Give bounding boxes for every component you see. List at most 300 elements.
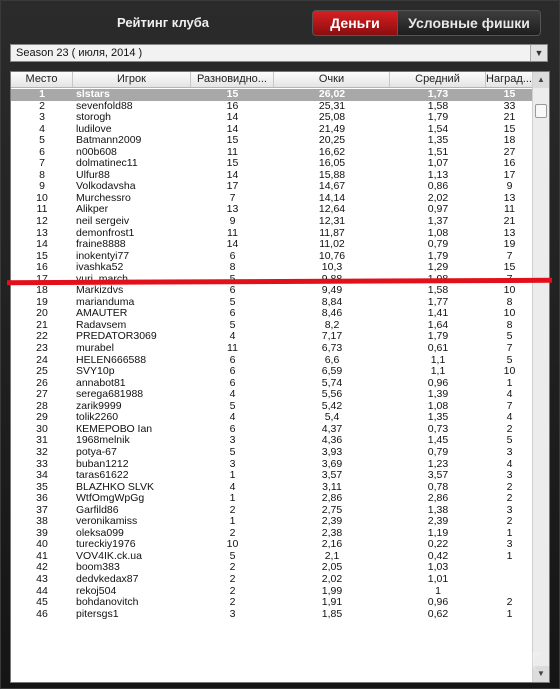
cell-points: 10,3 <box>321 262 343 274</box>
cell-variants: 11 <box>227 146 238 158</box>
table-row[interactable] <box>11 204 533 216</box>
cell-player: Ulfur88 <box>76 169 110 181</box>
cell-player: SVY10p <box>76 366 115 378</box>
cell-variants: 5 <box>229 446 236 458</box>
cell-average: 1,35 <box>427 412 449 424</box>
cell-points: 5,56 <box>321 389 343 401</box>
cell-place: 5 <box>39 135 45 147</box>
arrow-up-icon[interactable]: ▲ <box>533 72 549 88</box>
cell-points: 2,86 <box>321 493 343 505</box>
table-row[interactable] <box>11 505 533 517</box>
cell-place: 35 <box>36 481 48 493</box>
cell-average: 1,79 <box>427 331 449 343</box>
cell-player: Murchessro <box>76 192 131 204</box>
column-header-awards[interactable]: Наград... <box>486 73 532 85</box>
cell-variants: 4 <box>229 481 236 493</box>
cell-awards <box>486 574 533 586</box>
cell-variants: 3 <box>229 435 236 447</box>
cell-awards: 1 <box>506 608 513 620</box>
cell-awards <box>486 562 533 574</box>
cell-player: marianduma <box>76 296 135 308</box>
cell-player: oleksa099 <box>76 527 124 539</box>
table-row[interactable] <box>11 586 533 598</box>
cell-variants: 11 <box>227 227 238 239</box>
cell-average: 3,57 <box>427 470 449 482</box>
cell-player: PREDATOR3069 <box>76 331 157 343</box>
star-watermark-icon <box>509 638 545 674</box>
cell-awards: 4 <box>506 389 513 401</box>
cell-points: 9,49 <box>321 285 343 297</box>
cell-awards: 21 <box>503 112 516 124</box>
cell-variants: 14 <box>226 112 239 124</box>
cell-average: 0,96 <box>427 377 449 389</box>
cell-variants: 2 <box>229 585 236 597</box>
cell-awards: 3 <box>506 504 513 516</box>
cell-points: 2,05 <box>321 562 343 574</box>
table-row[interactable] <box>11 343 533 355</box>
cell-player: zarik9999 <box>76 400 122 412</box>
column-header-player[interactable]: Игрок <box>73 72 191 87</box>
cell-place: 40 <box>36 539 48 551</box>
cell-place: 10 <box>36 192 48 204</box>
cell-variants: 4 <box>229 412 236 424</box>
cell-player: Markizdvs <box>76 285 124 297</box>
cell-average: 1,45 <box>427 435 449 447</box>
table-row[interactable] <box>11 147 533 159</box>
table-row[interactable] <box>11 170 533 182</box>
cell-points: 14,14 <box>318 192 346 204</box>
cell-variants: 5 <box>229 550 236 562</box>
cell-player: rekoj504 <box>76 585 117 597</box>
cell-awards: 17 <box>503 169 516 181</box>
cell-place: 26 <box>36 377 48 389</box>
cell-average: 1,07 <box>427 158 449 170</box>
cell-variants: 5 <box>229 400 236 412</box>
cell-average: 0,79 <box>427 239 449 251</box>
cell-place: 27 <box>36 389 48 401</box>
table-row[interactable] <box>11 228 533 240</box>
cell-variants: 16 <box>226 100 239 112</box>
cell-awards: 16 <box>503 158 516 170</box>
cell-points: 5,42 <box>321 400 343 412</box>
cell-variants: 17 <box>226 181 239 193</box>
cell-average: 0,78 <box>427 481 449 493</box>
cell-average: 1,29 <box>427 262 449 274</box>
table-row[interactable] <box>11 574 533 586</box>
cell-average: 1,08 <box>427 400 449 412</box>
cell-player: dedvkedax87 <box>76 573 139 585</box>
cell-variants: 9 <box>229 216 236 228</box>
cell-average: 0,79 <box>427 446 449 458</box>
cell-place: 28 <box>36 400 48 412</box>
cell-average: 1,13 <box>427 169 449 181</box>
cell-place: 20 <box>36 308 48 320</box>
cell-player: annabot81 <box>76 377 126 389</box>
cell-player: potya-67 <box>76 446 117 458</box>
cell-player: dolmatinec11 <box>76 158 138 170</box>
cell-points: 6,73 <box>321 343 343 355</box>
cell-points: 12,64 <box>318 204 346 216</box>
cell-points: 11,02 <box>319 239 345 251</box>
table-row[interactable] <box>11 470 533 482</box>
cell-player: bohdanovitch <box>76 597 139 609</box>
cell-points: 26,02 <box>318 89 346 100</box>
cell-points: 2,38 <box>321 527 343 539</box>
cell-variants: 15 <box>226 135 239 147</box>
cell-awards: 7 <box>506 250 513 262</box>
table-row[interactable] <box>11 459 533 471</box>
cell-average: 1,54 <box>427 123 449 135</box>
cell-points: 6,6 <box>324 354 340 366</box>
cell-points: 6,59 <box>321 366 343 378</box>
cell-awards: 7 <box>506 400 513 412</box>
table-row[interactable] <box>11 412 533 424</box>
cell-awards: 2 <box>506 516 513 528</box>
cell-player: taras61622 <box>76 470 129 482</box>
cell-points: 11,87 <box>319 227 345 239</box>
cell-player: BLAZHKO SLVK <box>76 481 155 493</box>
cell-awards: 21 <box>503 216 516 228</box>
table-header <box>11 72 533 88</box>
cell-points: 10,76 <box>318 250 346 262</box>
table-row[interactable] <box>11 355 533 367</box>
cell-place: 33 <box>36 458 48 470</box>
cell-points: 12,31 <box>318 216 346 228</box>
cell-variants: 6 <box>229 354 236 366</box>
currency-tabs <box>312 10 541 36</box>
cell-place: 14 <box>36 239 48 251</box>
cell-variants: 14 <box>226 123 239 135</box>
cell-place: 1 <box>39 89 45 100</box>
table-row[interactable] <box>11 124 533 136</box>
tab-play-chips[interactable]: Условные фишки <box>398 10 541 36</box>
cell-place: 18 <box>36 285 48 297</box>
tab-money[interactable]: Деньги <box>312 10 398 36</box>
cell-average: 1,58 <box>427 100 449 112</box>
cell-variants: 1 <box>229 493 236 505</box>
table-row[interactable] <box>11 366 533 378</box>
cell-awards: 10 <box>503 285 516 297</box>
cell-average: 0,86 <box>427 181 449 193</box>
cell-place: 15 <box>36 250 48 262</box>
cell-place: 41 <box>36 550 48 562</box>
cell-average: 1,64 <box>427 319 449 331</box>
cell-player: inokentyi77 <box>76 250 130 262</box>
cell-average: 1,01 <box>427 573 449 585</box>
cell-place: 16 <box>36 262 48 274</box>
cell-average: 1,03 <box>427 562 449 574</box>
cell-variants: 8 <box>229 262 236 274</box>
cell-points: 1,99 <box>321 585 343 597</box>
table-row[interactable] <box>11 297 533 309</box>
cell-awards: 1 <box>506 550 513 562</box>
column-header-average[interactable]: Средний <box>390 72 486 87</box>
cell-player: AMAUTER <box>76 308 128 320</box>
cell-place: 36 <box>36 493 48 505</box>
cell-average: 1,38 <box>427 504 449 516</box>
table-row[interactable] <box>11 609 533 621</box>
chevron-down-icon[interactable]: ▼ <box>530 45 547 61</box>
cell-variants: 1 <box>229 516 236 528</box>
cell-player: fraine8888 <box>76 239 126 251</box>
cell-player: slstars <box>76 89 110 100</box>
table-row[interactable] <box>11 262 533 274</box>
cell-points: 3,69 <box>321 458 343 470</box>
cell-points: 14,67 <box>318 181 346 193</box>
column-header-points[interactable]: Очки <box>274 72 390 87</box>
cell-player: neil sergeiv <box>76 216 130 228</box>
table-row[interactable] <box>11 528 533 540</box>
table-row[interactable] <box>11 539 533 551</box>
cell-points: 8,84 <box>321 296 343 308</box>
cell-variants: 6 <box>229 377 236 389</box>
rating-table <box>10 71 550 683</box>
cell-player: VOV4IK.ck.ua <box>76 550 142 562</box>
cell-awards: 8 <box>506 319 513 331</box>
cell-place: 38 <box>36 516 48 528</box>
cell-place: 29 <box>36 412 48 424</box>
cell-place: 7 <box>39 158 45 170</box>
cell-points: 21,49 <box>318 123 346 135</box>
scrollbar-thumb[interactable] <box>535 104 547 118</box>
table-row[interactable] <box>11 331 533 343</box>
table-row[interactable] <box>11 516 533 528</box>
season-select[interactable] <box>10 44 548 62</box>
column-header-place[interactable]: Место <box>11 72 73 87</box>
table-row[interactable] <box>11 597 533 609</box>
cell-awards: 15 <box>503 123 516 135</box>
table-row[interactable] <box>11 239 533 251</box>
cell-awards <box>486 586 533 598</box>
cell-place: 11 <box>36 204 48 216</box>
table-row[interactable] <box>11 482 533 494</box>
cell-points: 2,75 <box>321 504 343 516</box>
cell-awards: 9 <box>506 181 513 193</box>
cell-place: 12 <box>36 216 48 228</box>
table-row[interactable] <box>11 401 533 413</box>
column-header-variants[interactable]: Разновидно... <box>191 72 274 87</box>
table-row[interactable] <box>11 158 533 170</box>
table-row[interactable] <box>11 424 533 436</box>
cell-place: 19 <box>36 296 48 308</box>
cell-player: ludilove <box>76 123 112 135</box>
table-row[interactable] <box>11 112 533 124</box>
cell-awards: 7 <box>506 343 513 355</box>
cell-variants: 15 <box>226 89 239 100</box>
table-row[interactable] <box>11 551 533 563</box>
cell-awards: 5 <box>506 331 513 343</box>
cell-awards: 2 <box>506 423 513 435</box>
cell-awards: 10 <box>503 308 516 320</box>
cell-place: 6 <box>39 146 45 158</box>
cell-variants: 1 <box>229 470 236 482</box>
cell-average: 2,02 <box>427 192 449 204</box>
cell-awards: 13 <box>503 192 516 204</box>
cell-awards: 15 <box>503 89 516 100</box>
cell-player: Alikper <box>76 204 109 216</box>
cell-awards: 4 <box>506 458 513 470</box>
cell-player: ivashka52 <box>76 262 124 274</box>
cell-variants: 2 <box>229 527 236 539</box>
cell-place: 8 <box>39 169 45 181</box>
cell-awards: 3 <box>506 539 513 551</box>
cell-points: 5,4 <box>324 412 340 424</box>
cell-variants: 6 <box>229 366 236 378</box>
cell-place: 4 <box>39 123 45 135</box>
table-row[interactable] <box>11 216 533 228</box>
cell-average: 1,51 <box>427 146 449 158</box>
table-row[interactable] <box>11 101 533 113</box>
cell-variants: 5 <box>229 319 236 331</box>
cell-points: 1,91 <box>321 597 343 609</box>
cell-variants: 11 <box>227 343 238 355</box>
cell-variants: 6 <box>229 285 236 297</box>
cell-variants: 14 <box>226 239 239 251</box>
cell-place: 43 <box>36 573 48 585</box>
table-row[interactable] <box>11 493 533 505</box>
cell-points: 2,1 <box>324 550 340 562</box>
cell-player: n00b608 <box>76 146 117 158</box>
cell-awards: 1 <box>506 527 513 539</box>
cell-player: serega681988 <box>76 389 144 401</box>
cell-place: 22 <box>36 331 48 343</box>
cell-variants: 15 <box>226 158 239 170</box>
cell-average: 2,86 <box>427 493 449 505</box>
cell-average: 0,73 <box>427 423 449 435</box>
cell-average: 1,79 <box>427 250 449 262</box>
window-title: Рейтинг клуба <box>116 15 210 30</box>
cell-average: 1,1 <box>430 354 446 366</box>
cell-player: WtfOmgWpGg <box>76 493 145 505</box>
cell-awards: 13 <box>503 227 516 239</box>
cell-average: 0,97 <box>427 204 449 216</box>
cell-points: 4,37 <box>321 423 343 435</box>
cell-variants: 14 <box>226 169 239 181</box>
cell-awards: 15 <box>503 262 516 274</box>
cell-player: 1968melnik <box>76 435 130 447</box>
table-row[interactable] <box>11 435 533 447</box>
cell-points: 2,39 <box>321 516 343 528</box>
cell-average: 0,62 <box>427 608 449 620</box>
cell-player: Volkodavsha <box>76 181 136 193</box>
cell-player: pitersgs1 <box>76 608 119 620</box>
cell-place: 9 <box>39 181 45 193</box>
table-row[interactable] <box>11 135 533 147</box>
cell-player: sevenfold88 <box>76 100 133 112</box>
cell-awards: 2 <box>506 481 513 493</box>
cell-variants: 4 <box>229 331 236 343</box>
cell-place: 21 <box>36 319 48 331</box>
cell-average: 1,08 <box>427 227 449 239</box>
cell-variants: 10 <box>226 539 239 551</box>
cell-awards: 4 <box>506 412 513 424</box>
cell-average: 0,61 <box>427 343 449 355</box>
cell-average: 0,42 <box>427 550 449 562</box>
cell-awards: 33 <box>503 100 516 112</box>
cell-awards: 2 <box>506 493 513 505</box>
cell-average: 1,79 <box>427 112 449 124</box>
cell-place: 25 <box>36 366 48 378</box>
cell-points: 1,85 <box>321 608 343 620</box>
cell-player: veronikamiss <box>76 516 138 528</box>
cell-points: 2,02 <box>321 573 343 585</box>
cell-awards: 19 <box>503 239 516 251</box>
cell-awards: 3 <box>506 470 513 482</box>
cell-average: 1,23 <box>427 458 449 470</box>
cell-variants: 13 <box>226 204 239 216</box>
cell-player: boom383 <box>76 562 120 574</box>
table-row[interactable] <box>11 562 533 574</box>
cell-player: tolik2260 <box>76 412 119 424</box>
table-row[interactable] <box>11 389 533 401</box>
cell-points: 8,2 <box>324 319 340 331</box>
cell-place: 39 <box>36 527 48 539</box>
table-row[interactable] <box>11 320 533 332</box>
cell-average: 1,1 <box>430 366 446 378</box>
table-row[interactable] <box>11 285 533 297</box>
cell-points: 16,62 <box>318 146 346 158</box>
cell-player: storogh <box>76 112 112 124</box>
cell-awards: 5 <box>506 354 513 366</box>
cell-variants: 6 <box>229 250 236 262</box>
cell-place: 45 <box>36 597 48 609</box>
cell-place: 3 <box>39 112 45 124</box>
cell-points: 25,08 <box>318 112 346 124</box>
table-row[interactable] <box>11 378 533 390</box>
cell-points: 15,88 <box>318 169 346 181</box>
cell-player: Batmann2009 <box>76 135 142 147</box>
cell-player: Garfild86 <box>76 504 119 516</box>
cell-average: 1,73 <box>427 89 449 100</box>
cell-place: 30 <box>36 423 48 435</box>
cell-place: 44 <box>36 585 48 597</box>
cell-player: demonfrost1 <box>76 227 135 239</box>
cell-awards: 2 <box>506 597 513 609</box>
cell-player: murabel <box>76 343 114 355</box>
cell-place: 23 <box>36 343 48 355</box>
cell-variants: 2 <box>229 562 236 574</box>
cell-average: 1,41 <box>427 308 449 320</box>
cell-place: 31 <box>36 435 48 447</box>
table-row[interactable] <box>11 447 533 459</box>
cell-awards: 5 <box>506 435 513 447</box>
cell-points: 3,57 <box>321 470 343 482</box>
arrow-down-icon[interactable]: ▼ <box>533 666 549 682</box>
table-row[interactable] <box>11 181 533 193</box>
cell-variants: 2 <box>229 597 236 609</box>
cell-place: 32 <box>36 446 48 458</box>
cell-points: 16,05 <box>318 158 346 170</box>
cell-awards: 8 <box>506 296 513 308</box>
cell-points: 4,36 <box>321 435 343 447</box>
table-row[interactable] <box>11 308 533 320</box>
cell-points: 25,31 <box>318 100 346 112</box>
cell-average: 1,58 <box>427 285 449 297</box>
cell-player: Radavsem <box>76 319 127 331</box>
cell-player: КЕМЕРОВО Ian <box>76 423 153 435</box>
cell-place: 34 <box>36 470 48 482</box>
table-body <box>11 89 533 620</box>
cell-points: 3,11 <box>322 481 342 493</box>
table-row[interactable] <box>11 251 533 263</box>
cell-variants: 2 <box>229 573 236 585</box>
cell-variants: 2 <box>229 504 236 516</box>
table-row[interactable] <box>11 89 533 101</box>
cell-average: 1 <box>435 585 441 597</box>
vertical-scrollbar[interactable] <box>532 72 549 682</box>
cell-player: HELEN666588 <box>76 354 147 366</box>
table-row[interactable] <box>11 193 533 205</box>
